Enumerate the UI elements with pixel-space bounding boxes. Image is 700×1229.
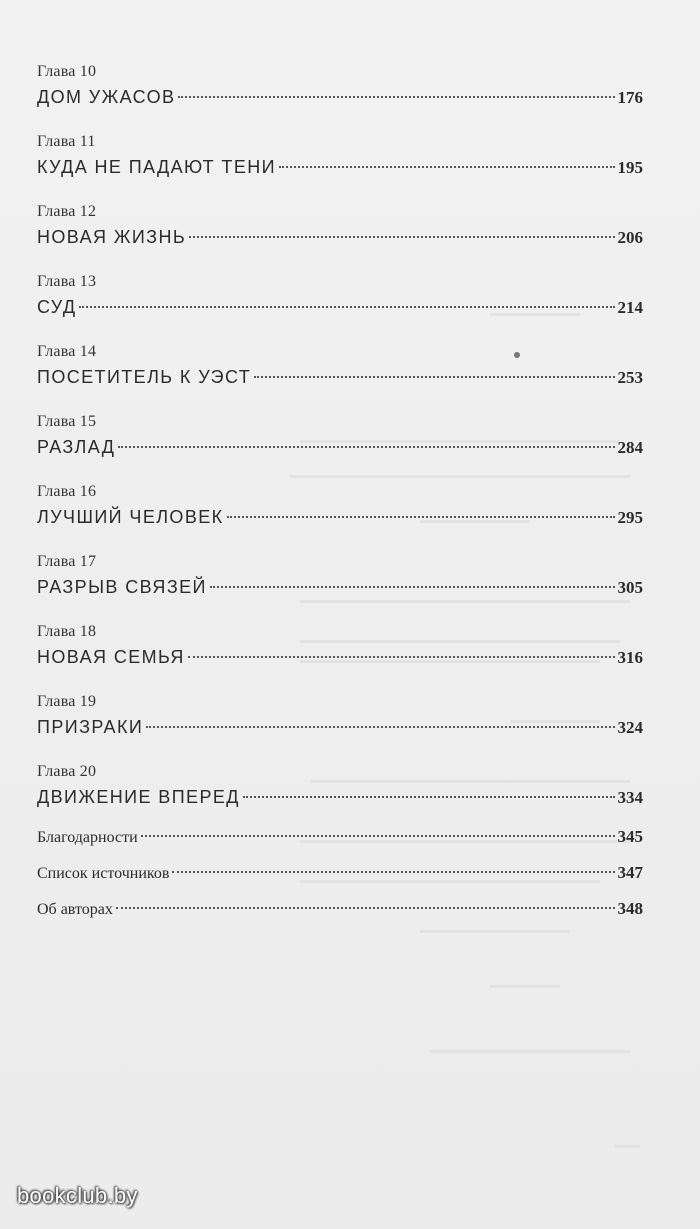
section-title: Об авторах [37, 901, 113, 918]
chapter-label: Глава 19 [37, 693, 97, 710]
dot-leader [178, 96, 614, 98]
toc-entry [37, 692, 643, 742]
toc-row-about-authors[interactable] [37, 896, 643, 922]
dot-leader [279, 166, 615, 168]
dot-leader [243, 796, 615, 798]
toc-entry [37, 62, 643, 112]
dot-leader [188, 656, 615, 658]
dot-leader [189, 236, 614, 238]
chapter-label: Глава 17 [37, 553, 97, 570]
toc-entry [37, 342, 643, 392]
page-number: 206 [617, 228, 643, 247]
toc-entry [37, 202, 643, 252]
chapter-title: КУДА НЕ ПАДАЮТ ТЕНИ [37, 157, 276, 177]
dot-leader [254, 376, 614, 378]
chapter-title: ПРИЗРАКИ [37, 717, 144, 737]
dot-leader [116, 907, 615, 909]
chapter-title: НОВАЯ СЕМЬЯ [37, 647, 185, 667]
show-through-line [490, 985, 560, 988]
toc-entry [37, 552, 643, 602]
chapter-title: РАЗЛАД [37, 437, 116, 457]
dot-leader [118, 446, 614, 448]
toc-entry [37, 272, 643, 322]
toc-row[interactable] [37, 642, 643, 672]
toc-entry [37, 762, 643, 812]
toc-row[interactable] [37, 82, 643, 112]
toc-row[interactable] [37, 502, 643, 532]
chapter-title: РАЗРЫВ СВЯЗЕЙ [37, 577, 207, 597]
toc-row[interactable] [37, 152, 643, 182]
page-number: 316 [617, 648, 643, 667]
chapter-label: Глава 16 [37, 483, 97, 500]
dot-leader [227, 516, 615, 518]
page-number: 345 [617, 827, 643, 846]
page-number: 295 [617, 508, 643, 527]
toc-row-acknowledgements[interactable] [37, 824, 643, 850]
toc-row[interactable] [37, 362, 643, 392]
chapter-label: Глава 15 [37, 413, 97, 430]
chapter-label: Глава 20 [37, 763, 97, 780]
chapter-label: Глава 12 [37, 203, 97, 220]
page-number: 324 [617, 718, 643, 737]
show-through-line [430, 1050, 630, 1053]
chapter-title: ПОСЕТИТЕЛЬ К УЭСТ [37, 367, 252, 387]
table-of-contents [37, 62, 643, 932]
toc-entry [37, 132, 643, 182]
chapter-label: Глава 13 [37, 273, 97, 290]
toc-row-sources[interactable] [37, 860, 643, 886]
chapter-title: ДВИЖЕНИЕ ВПЕРЕД [37, 787, 240, 807]
chapter-label: Глава 18 [37, 623, 97, 640]
dot-leader [172, 871, 614, 873]
chapter-label: Глава 14 [37, 343, 97, 360]
dot-leader [79, 306, 614, 308]
page-number: 214 [617, 298, 643, 317]
toc-row[interactable] [37, 222, 643, 252]
toc-entry [37, 412, 643, 462]
show-through-line [615, 1145, 640, 1148]
page-number: 253 [617, 368, 643, 387]
page-number: 176 [617, 88, 643, 107]
toc-entry [37, 622, 643, 672]
toc-row[interactable] [37, 782, 643, 812]
toc-row[interactable] [37, 432, 643, 462]
watermark: bookclub.by [17, 1183, 138, 1208]
page-number: 305 [617, 578, 643, 597]
toc-row[interactable] [37, 712, 643, 742]
page-number: 334 [617, 788, 643, 807]
dot-leader [210, 586, 615, 588]
page-number: 348 [617, 899, 643, 918]
section-title: Список источников [37, 865, 170, 882]
chapter-label: Глава 10 [37, 63, 97, 80]
dot-leader [141, 835, 615, 837]
toc-row[interactable] [37, 292, 643, 322]
page-number: 284 [617, 438, 643, 457]
page-number: 195 [617, 158, 643, 177]
chapter-title: НОВАЯ ЖИЗНЬ [37, 227, 187, 247]
section-title: Благодарности [37, 829, 138, 846]
dot-leader [146, 726, 614, 728]
chapter-title: ЛУЧШИЙ ЧЕЛОВЕК [37, 507, 224, 527]
toc-row[interactable] [37, 572, 643, 602]
chapter-label: Глава 11 [37, 133, 96, 150]
page-number: 347 [617, 863, 643, 882]
chapter-title: ДОМ УЖАСОВ [37, 87, 176, 107]
toc-entry [37, 482, 643, 532]
chapter-title: СУД [37, 297, 77, 317]
